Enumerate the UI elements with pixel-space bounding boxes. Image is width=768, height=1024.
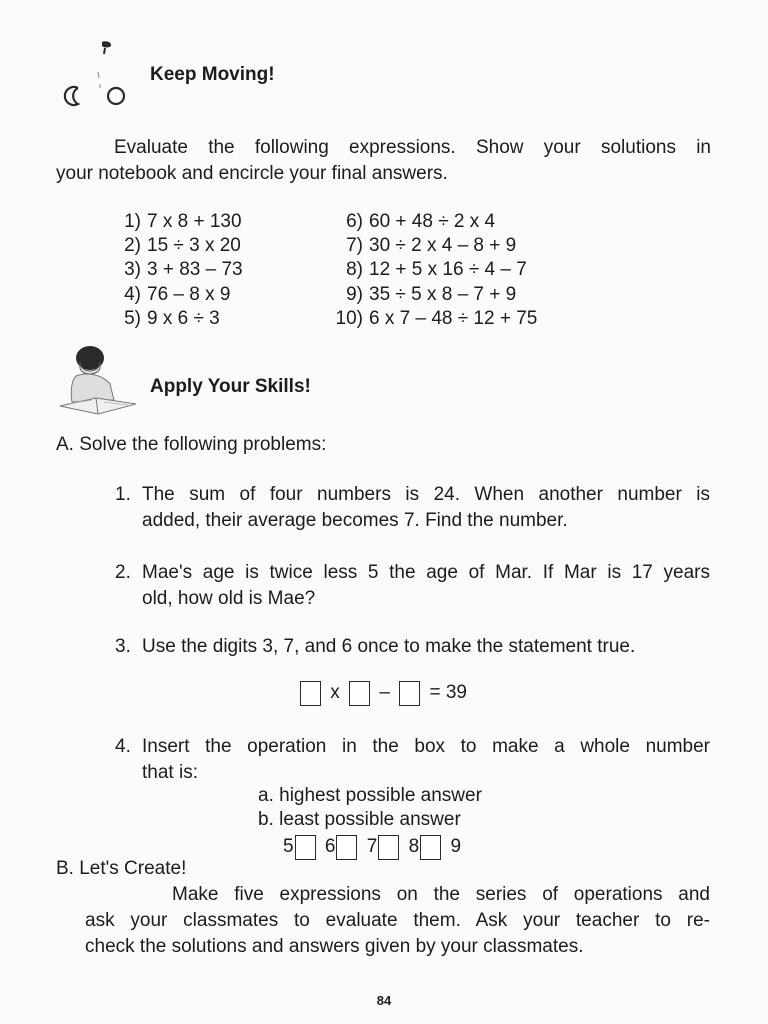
problem-number: 3. [115,636,131,657]
expression: 35 ÷ 5 x 8 – 7 + 9 [369,283,517,305]
reading-child-icon [52,340,144,422]
expression-item: 10) 6 x 7 – 48 ÷ 12 + 75 [335,307,538,329]
sequence-digit: 8 [408,836,420,857]
expression-item: 1) 7 x 8 + 130 [124,211,242,232]
answer-box[interactable] [349,681,370,706]
expression-item: 8) 12 + 5 x 16 ÷ 4 – 7 [346,259,527,281]
expression: 9 x 6 ÷ 3 [147,307,220,329]
create-line: check the solutions and answers given by your classmates. [85,936,584,957]
expression: 76 – 8 x 9 [147,283,231,305]
problem-text: old, how old is Mae? [142,588,316,609]
expression-item: 4) 76 – 8 x 9 [124,283,231,305]
running-figure-icon [58,38,138,110]
sequence-digit: 7 [366,836,378,857]
operation-sequence [282,833,462,861]
sequence-digit: 9 [450,836,462,857]
problem-text: Mae's age is twice less 5 the age of Mar. If Mar is 17 years [142,562,710,583]
answer-box[interactable] [300,681,321,706]
create-line: ask your classmates to evaluate them. Ask your teacher to re- [85,910,710,931]
problem-1 [115,482,710,534]
sequence-digit: 5 [283,836,294,857]
expression-item: 2) 15 ÷ 3 x 20 [124,235,241,257]
answer-choices [258,784,482,832]
instructions-line: your notebook and encircle your final answers. [56,163,448,184]
problem-number: 4. [115,736,131,757]
problem-text: The sum of four numbers is 24. When another number is [142,484,710,505]
digit-puzzle [300,679,471,707]
expression: 15 ÷ 3 x 20 [147,235,241,257]
minus-sign: – [379,682,390,703]
expression: 30 ÷ 2 x 4 – 8 + 9 [369,235,517,257]
expression-item: 3) 3 + 83 – 73 [124,259,243,281]
problem-number: 1. [115,484,131,505]
create-instructions [85,882,710,960]
problem-number: 2. [115,562,131,583]
problem-4 [115,734,710,786]
expression-item: 9) 35 ÷ 5 x 8 – 7 + 9 [346,283,517,305]
section-b-label: B. Let's Create! [56,858,187,879]
operation-box[interactable] [420,835,441,860]
expression: 12 + 5 x 16 ÷ 4 – 7 [369,259,527,281]
keep-moving-heading: Keep Moving! [150,64,275,85]
expression-item: 5) 9 x 6 ÷ 3 [124,307,220,329]
sequence-digit: 6 [324,836,336,857]
expression: 60 + 48 ÷ 2 x 4 [369,211,496,232]
problem-text: that is: [142,762,198,783]
problem-text: Use the digits 3, 7, and 6 once to make the statement true. [142,636,636,657]
problem-text: added, their average becomes 7. Find the number. [142,510,568,531]
instructions-line: Evaluate the following expressions. Show your solutions in [114,137,711,158]
expression: 7 x 8 + 130 [147,211,242,232]
problem-2 [115,560,710,612]
instructions [56,135,711,187]
operation-box[interactable] [378,835,399,860]
operation-box[interactable] [295,835,316,860]
answer-box[interactable] [399,681,420,706]
expression-list-left [115,210,243,331]
create-line: Make five expressions on the series of operations and [172,884,710,905]
puzzle-result: = 39 [429,682,467,703]
expression: 6 x 7 – 48 ÷ 12 + 75 [369,307,538,329]
page-number: 84 [376,993,392,1008]
expression-item: 6) 60 + 48 ÷ 2 x 4 [346,211,496,232]
choice-item: b. least possible answer [258,809,461,830]
section-a-label: A. Solve the following problems: [56,434,327,455]
expression-item: 7) 30 ÷ 2 x 4 – 8 + 9 [346,235,517,257]
expression-list-right [325,210,537,331]
operation-box[interactable] [336,835,357,860]
apply-skills-heading: Apply Your Skills! [150,376,311,397]
expression: 3 + 83 – 73 [147,259,243,281]
problem-3 [115,634,710,660]
problem-text: Insert the operation in the box to make a whole number [142,736,710,757]
choice-item: a. highest possible answer [258,785,482,806]
times-sign: x [330,682,340,703]
